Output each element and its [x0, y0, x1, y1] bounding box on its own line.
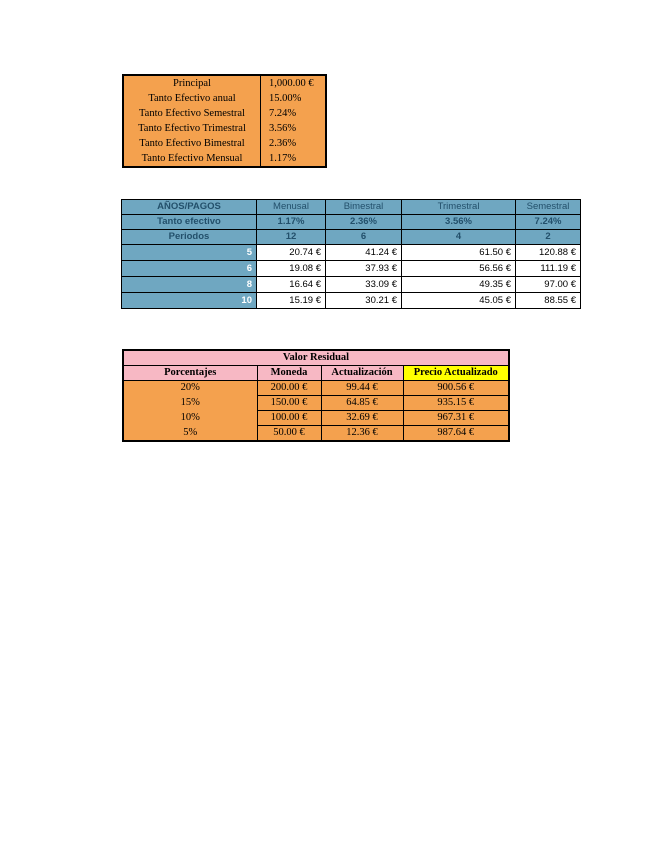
payment-cell: 16.64 €: [257, 277, 326, 293]
rate-cell: Tanto efectivo: [122, 215, 257, 230]
summary-value: 3.56%: [261, 121, 327, 136]
discount-cell: 32.69 €: [321, 411, 403, 426]
periods-cell: 2: [516, 230, 581, 245]
summary-row: [123, 136, 326, 151]
table-row: [123, 411, 509, 426]
summary-row: [123, 106, 326, 121]
price-cell: 935.15 €: [403, 396, 509, 411]
header-cell: AÑOS/PAGOS: [122, 200, 257, 215]
summary-row: [123, 91, 326, 106]
header-cell: Trimestral: [402, 200, 516, 215]
summary-value: 7.24%: [261, 106, 327, 121]
summary-row: [123, 151, 326, 167]
rate-cell: 1.17%: [257, 215, 326, 230]
header-cell: Menusal: [257, 200, 326, 215]
payment-cell: 20.74 €: [257, 245, 326, 261]
table-row: [122, 293, 581, 309]
header-cell: Moneda: [257, 366, 321, 381]
rate-cell: 2.36%: [326, 215, 402, 230]
price-cell: 987.64 €: [403, 426, 509, 442]
discount-cell: 99.44 €: [321, 381, 403, 396]
summary-row: [123, 75, 326, 91]
payment-cell: 15.19 €: [257, 293, 326, 309]
payment-cell: 120.88 €: [516, 245, 581, 261]
rate-cell: 7.24%: [516, 215, 581, 230]
percent-cell: 15%: [123, 396, 257, 411]
table-row: [122, 245, 581, 261]
payment-cell: 88.55 €: [516, 293, 581, 309]
payment-cell: 41.24 €: [326, 245, 402, 261]
summary-row: [123, 121, 326, 136]
payment-cell: 97.00 €: [516, 277, 581, 293]
payments-header-row: [122, 200, 581, 215]
summary-label: Principal: [123, 75, 261, 91]
summary-label: Tanto Efectivo Mensual: [123, 151, 261, 167]
table-row: [122, 277, 581, 293]
years-cell: 5: [122, 245, 257, 261]
residual-title: Valor Residual: [123, 350, 509, 366]
header-cell-highlight: Precio Actualizado: [403, 366, 509, 381]
summary-label: Tanto Efectivo Bimestral: [123, 136, 261, 151]
discount-cell: 12.36 €: [321, 426, 403, 442]
table-row: [123, 381, 509, 396]
discount-cell: 64.85 €: [321, 396, 403, 411]
rate-cell: 3.56%: [402, 215, 516, 230]
years-cell: 8: [122, 277, 257, 293]
periods-cell: Periodos: [122, 230, 257, 245]
payments-rate-row: [122, 215, 581, 230]
payment-cell: 49.35 €: [402, 277, 516, 293]
summary-table: [122, 74, 327, 168]
payment-cell: 56.56 €: [402, 261, 516, 277]
payment-cell: 37.93 €: [326, 261, 402, 277]
percent-cell: 10%: [123, 411, 257, 426]
price-cell: 967.31 €: [403, 411, 509, 426]
header-cell: Bimestral: [326, 200, 402, 215]
periods-cell: 4: [402, 230, 516, 245]
payment-cell: 19.08 €: [257, 261, 326, 277]
header-cell: Semestral: [516, 200, 581, 215]
table-row: [123, 426, 509, 442]
price-cell: 900.56 €: [403, 381, 509, 396]
summary-value: 1.17%: [261, 151, 327, 167]
summary-value: 2.36%: [261, 136, 327, 151]
summary-label: Tanto Efectivo anual: [123, 91, 261, 106]
residual-title-row: [123, 350, 509, 366]
summary-value: 15.00%: [261, 91, 327, 106]
payments-table: [121, 199, 581, 309]
table-row: [122, 261, 581, 277]
payment-cell: 33.09 €: [326, 277, 402, 293]
payments-periods-row: [122, 230, 581, 245]
table-row: [123, 396, 509, 411]
percent-cell: 20%: [123, 381, 257, 396]
payment-cell: 111.19 €: [516, 261, 581, 277]
amount-cell: 100.00 €: [257, 411, 321, 426]
residual-table: [122, 349, 510, 442]
periods-cell: 12: [257, 230, 326, 245]
payment-cell: 61.50 €: [402, 245, 516, 261]
summary-value: 1,000.00 €: [261, 75, 327, 91]
header-cell: Actualización: [321, 366, 403, 381]
payment-cell: 45.05 €: [402, 293, 516, 309]
summary-label: Tanto Efectivo Semestral: [123, 106, 261, 121]
years-cell: 6: [122, 261, 257, 277]
years-cell: 10: [122, 293, 257, 309]
summary-label: Tanto Efectivo Trimestral: [123, 121, 261, 136]
payment-cell: 30.21 €: [326, 293, 402, 309]
amount-cell: 150.00 €: [257, 396, 321, 411]
percent-cell: 5%: [123, 426, 257, 442]
residual-header-row: [123, 366, 509, 381]
header-cell: Porcentajes: [123, 366, 257, 381]
amount-cell: 50.00 €: [257, 426, 321, 442]
periods-cell: 6: [326, 230, 402, 245]
amount-cell: 200.00 €: [257, 381, 321, 396]
